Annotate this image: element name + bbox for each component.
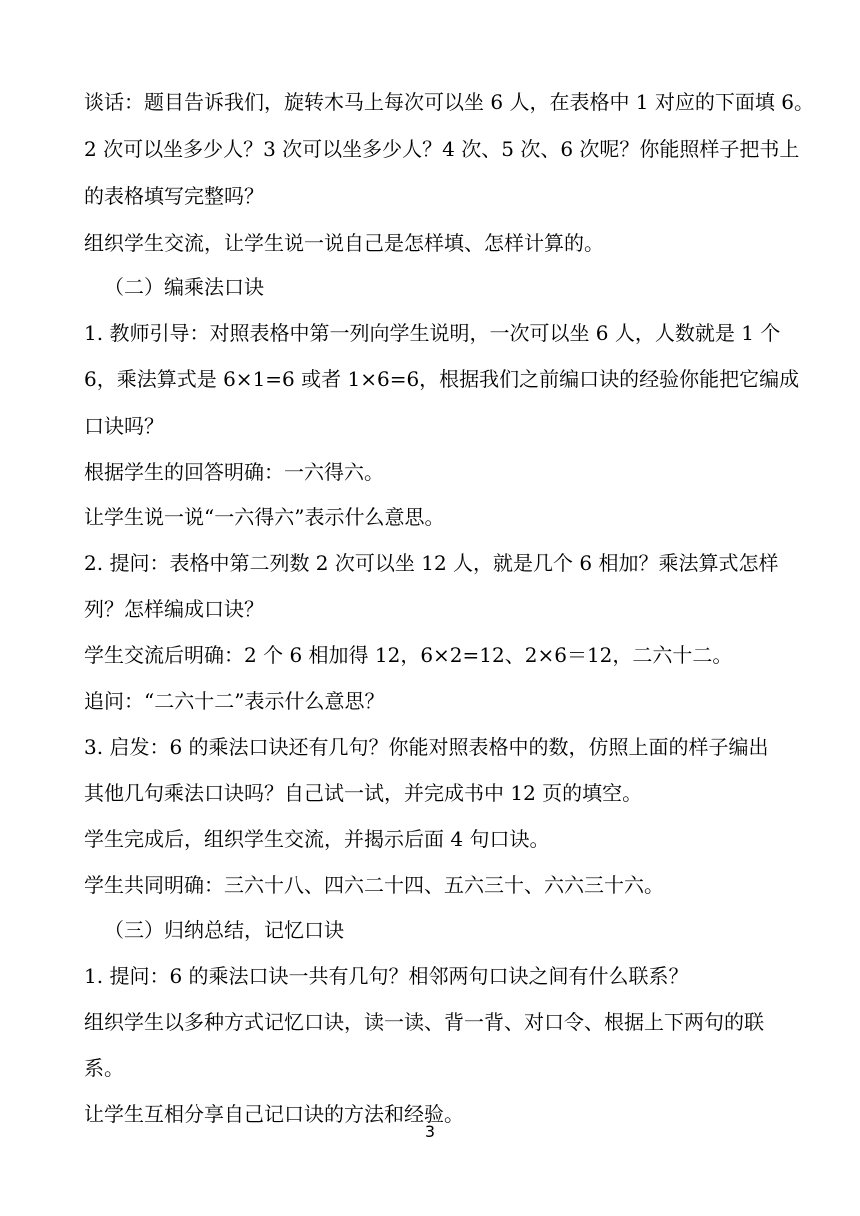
text-line-23: 让学生互相分享自己记口诀的方法和经验。 — [84, 1102, 464, 1126]
page-number: 3 — [424, 1122, 436, 1141]
text-line-16: 其他几句乘法口诀吗？自己试一试，并完成书中 12 页的填空。 — [84, 781, 643, 805]
text-line-8: 口诀吗？ — [84, 414, 164, 438]
text-line-22: 系。 — [84, 1056, 124, 1080]
text-line-11: 2. 提问：表格中第二列数 2 次可以坐 12 人，就是几个 6 相加？乘法算式怎样 — [84, 551, 779, 575]
text-line-10: 让学生说一说“一六得六”表示什么意思。 — [84, 505, 445, 529]
text-line-4: 组织学生交流，让学生说一说自己是怎样填、怎样计算的。 — [84, 231, 604, 255]
text-line-21: 组织学生以多种方式记忆口诀，读一读、背一背、对口令、根据上下两句的联 — [84, 1010, 764, 1034]
text-line-14: 追问：“二六十二”表示什么意思？ — [84, 689, 385, 713]
text-line-12: 列？怎样编成口诀？ — [84, 597, 264, 621]
section-heading-3: （三）归纳总结，记忆口诀 — [104, 918, 344, 942]
text-line-6: 1. 教师引导：对照表格中第一列向学生说明，一次可以坐 6 人，人数就是 1 个 — [84, 321, 781, 345]
text-line-9: 根据学生的回答明确：一六得六。 — [84, 460, 384, 484]
text-line-15: 3. 启发：6 的乘法口诀还有几句？你能对照表格中的数，仿照上面的样子编出 — [84, 735, 769, 759]
text-line-7: 6，乘法算式是 6×1=6 或者 1×6=6，根据我们之前编口诀的经验你能把它编成 — [84, 367, 800, 391]
text-line-13: 学生交流后明确：2 个 6 相加得 12，6×2=12、2×6＝12，二六十二。 — [84, 643, 733, 667]
text-line-20: 1. 提问：6 的乘法口诀一共有几句？相邻两句口诀之间有什么联系？ — [84, 964, 689, 988]
text-line-1: 谈话：题目告诉我们，旋转木马上每次可以坐 6 人，在表格中 1 对应的下面填 6。 — [84, 90, 814, 114]
section-heading-2: （二）编乘法口诀 — [104, 275, 264, 299]
text-line-3: 的表格填写完整吗？ — [84, 184, 264, 208]
text-line-17: 学生完成后，组织学生交流，并揭示后面 4 句口诀。 — [84, 827, 550, 851]
text-line-18: 学生共同明确：三六十八、四六二十四、五六三十、六六三十六。 — [84, 873, 664, 897]
text-line-2: 2 次可以坐多少人？3 次可以坐多少人？4 次、5 次、6 次呢？你能照样子把书上 — [84, 137, 800, 161]
